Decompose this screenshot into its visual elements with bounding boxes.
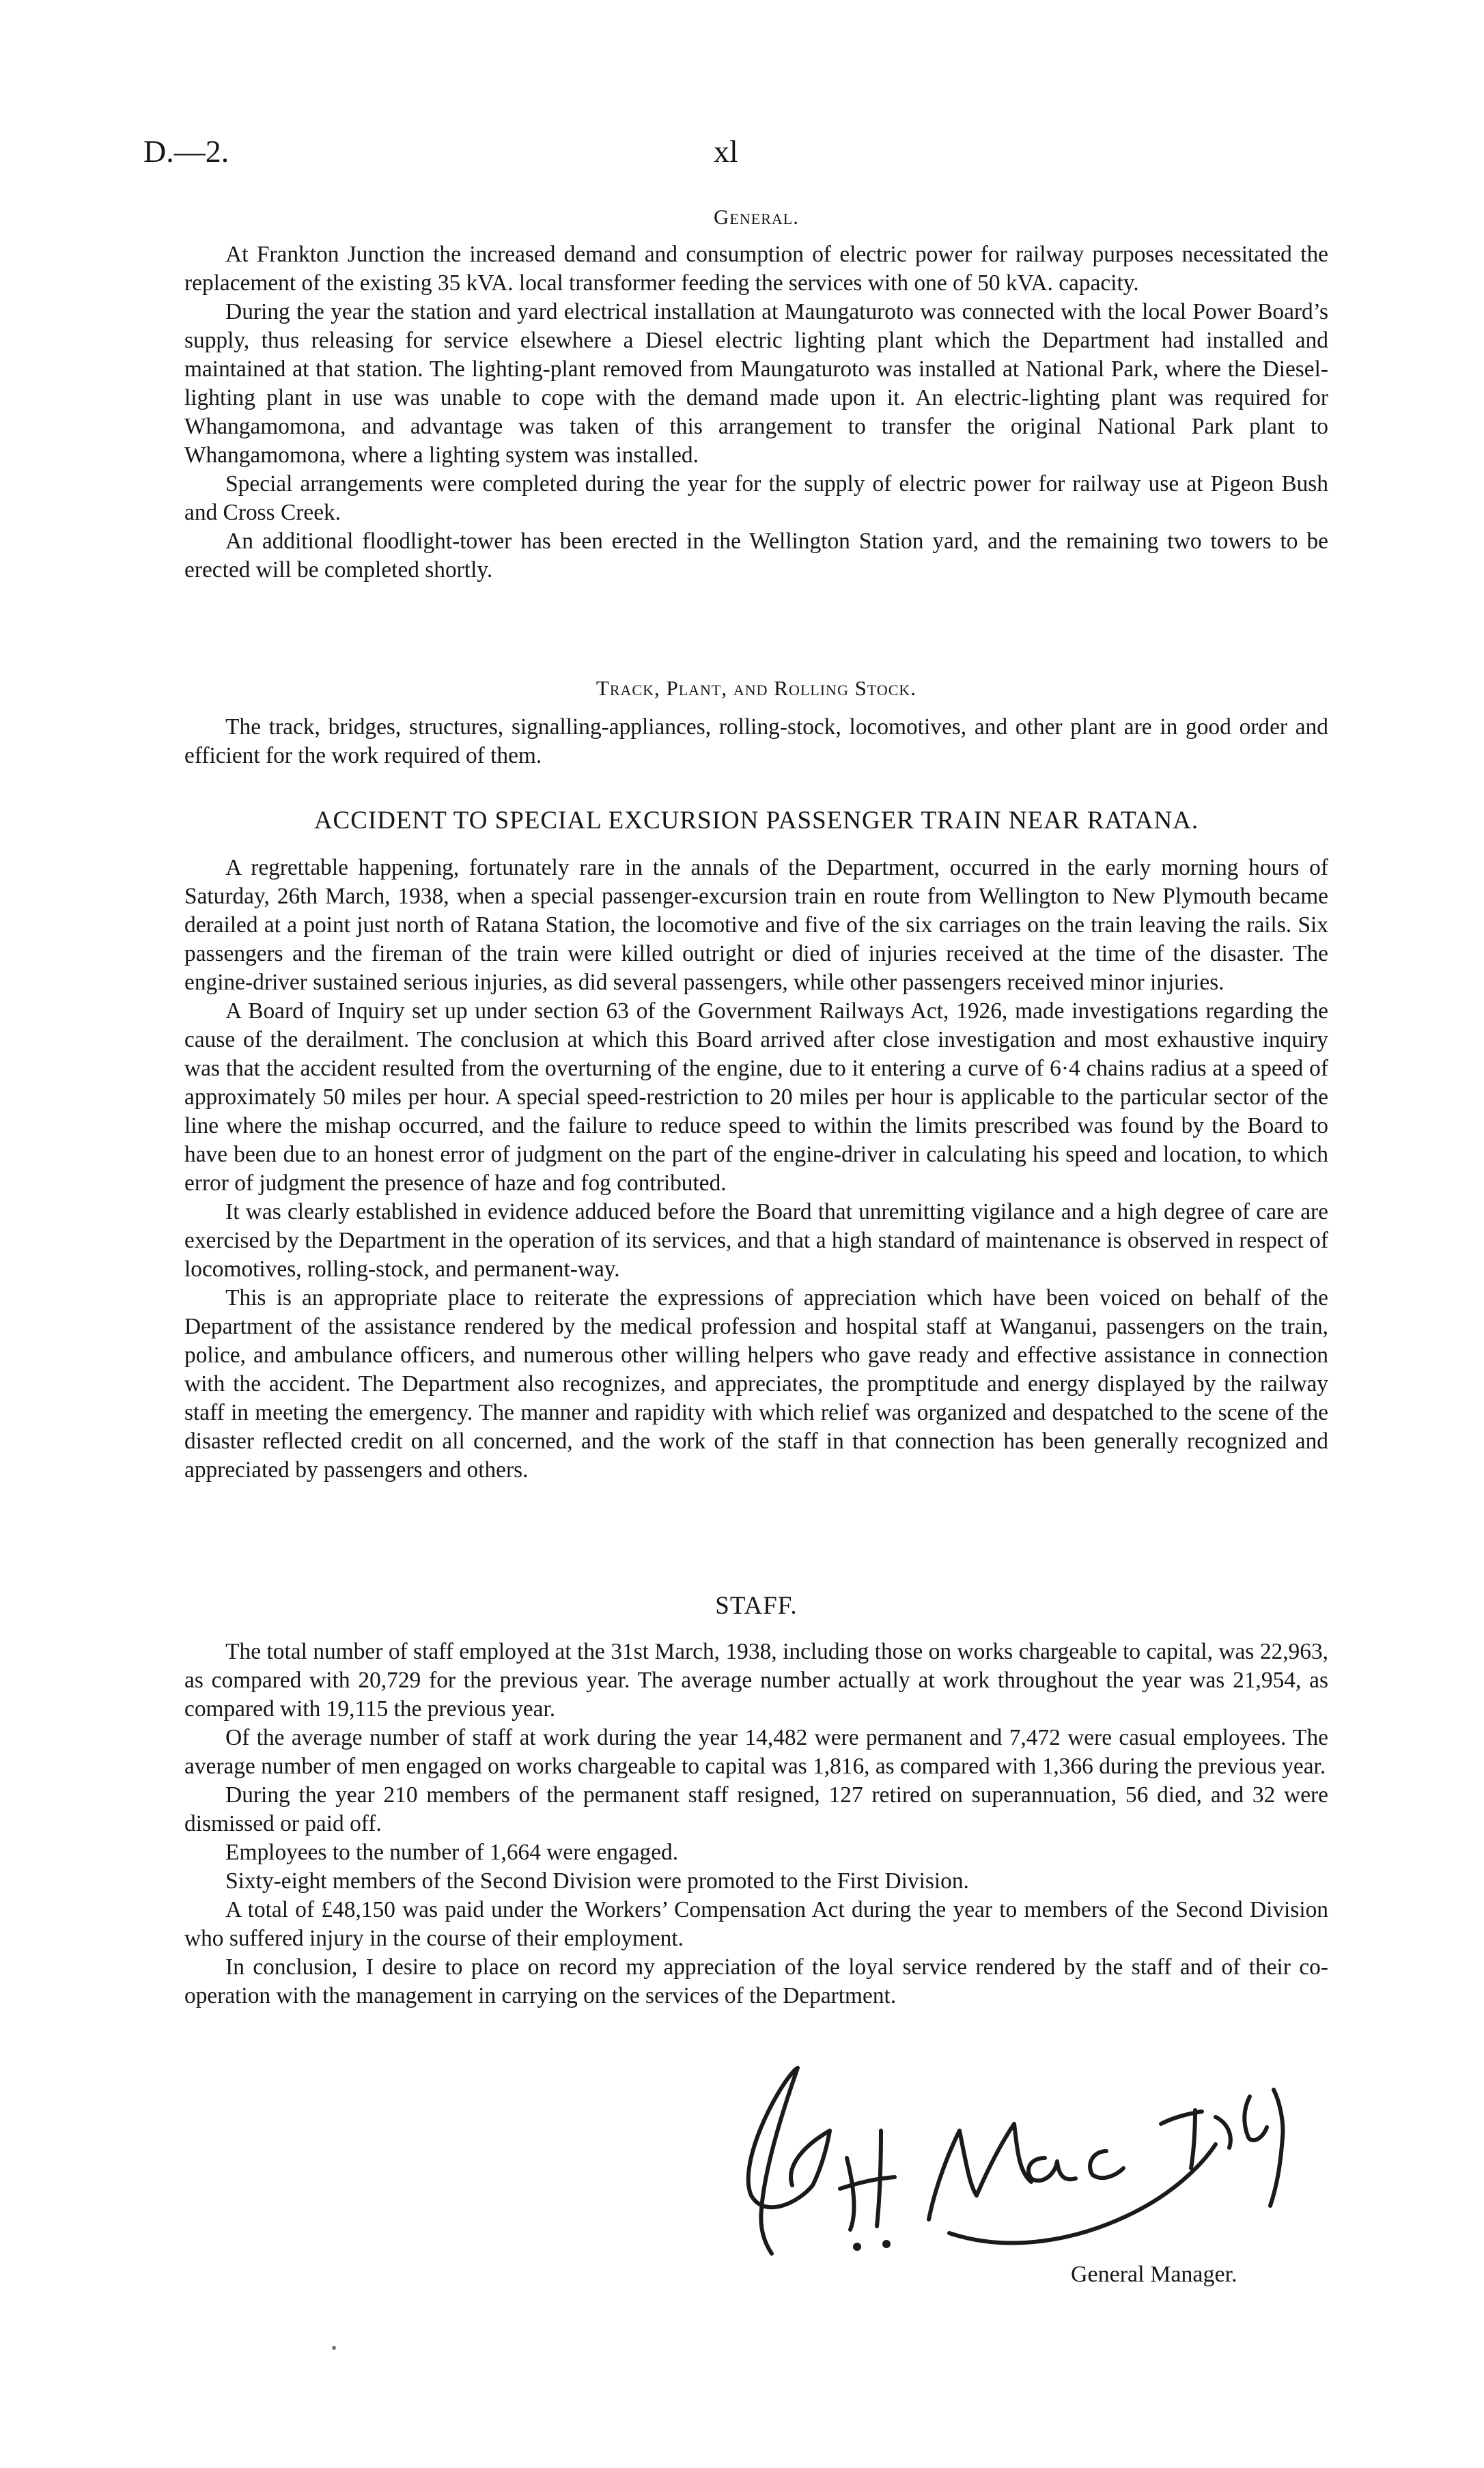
paragraph: During the year 210 members of the permanent staff resigned, 127 retired on superannuation, 56 died, and 32 were dismissed or paid off. — [184, 1782, 1328, 1836]
document-reference: D.—2. — [143, 134, 229, 169]
section-general — [184, 205, 1328, 585]
section-heading-general: General. — [714, 205, 799, 229]
paragraph: An additional floodlight-tower has been erected in the Wellington Station yard, and the remaining two towers to be erected will be completed shortly. — [184, 529, 1328, 583]
paragraph: A total of £48,150 was paid under the Workers’ Compensation Act during the year to members of the Second Division who suffered injury in the course of their employment. — [184, 1897, 1328, 1951]
paragraph: In conclusion, I desire to place on record my appreciation of the loyal service rendered by the staff and of their co-operation with the management in carrying on the services of the Department. — [184, 1954, 1328, 2008]
section-heading-track: Track, Plant, and Rolling Stock. — [596, 676, 917, 700]
paragraph: The total number of staff employed at the 31st March, 1938, including those on works chargeable to capital, was 22,963, as compared with 20,729 for the previous year. The average number actually at work throughout the year was 21,954, as compared with 19,115 the previous year. — [184, 1639, 1328, 1722]
paragraph: It was clearly established in evidence adduced before the Board that unremitting vigilance and a high degree of care are exercised by the Department in the operation of its services, and that a high standard of maintenance is observed in respect of locomotives, rolling-stock, and permanent-way. — [184, 1199, 1328, 1282]
section-heading-accident: ACCIDENT TO SPECIAL EXCURSION PASSENGER TRAIN NEAR RATANA. — [313, 807, 1199, 835]
section-accident — [184, 806, 1328, 1485]
paragraph: The track, bridges, structures, signalling-appliances, rolling-stock, locomotives, and other plant are in good order and efficient for the work required of them. — [184, 714, 1328, 768]
paragraph: A regrettable happening, fortunately rare in the annals of the Department, occurred in the early morning hours of Saturday, 26th March, 1938, when a special passenger-excursion train en route from Wellington to New Plymouth became derailed at a point just north of Ratana Station, the locomotive and five of the six carriages on the train leaving the rails. Six passengers and the fireman of the train were killed outright or died of injuries received at the time of the disaster. The engine-driver sustained serious injuries, as did several passengers, while other passengers received minor injuries. — [184, 855, 1328, 995]
paragraph: A Board of Inquiry set up under section 63 of the Government Railways Act, 1926, made investigations regarding the cause of the derailment. The conclusion at which this Board arrived after close investigation and most exhaustive inquiry was that the accident resulted from the overturning of the engine, due to it entering a curve of 6·4 chains radius at a speed of approximately 50 miles per hour. A special speed-restriction to 20 miles per hour is applicable to the particular sector of the line where the mishap occurred, and the failure to reduce speed to within the limits prescribed was found by the Board to have been due to an honest error of judgment on the part of the engine-driver in calculating his speed and location, to which error of judgment the presence of haze and fog contributed. — [184, 998, 1328, 1196]
paragraph: Special arrangements were completed during the year for the supply of electric power for railway use at Pigeon Bush and Cross Creek. — [184, 471, 1328, 525]
paper-speck — [332, 2346, 336, 2350]
paragraph: Employees to the number of 1,664 were engaged. — [225, 1840, 679, 1865]
signature-image — [724, 2049, 1325, 2274]
paragraph: During the year the station and yard electrical installation at Maungaturoto was connected with the local Power Board’s supply, thus releasing for service elsewhere a Diesel electric lighting plant which the Department had installed and maintained at that station. The lighting-plant removed from Maungaturoto was installed at National Park, where the Diesel-lighting plant in use was unable to cope with the demand made upon it. An electric-lighting plant was required for Whangamomona, and advantage was taken of this arrangement to transfer the original National Park plant to Whangamomona, where a lighting system was installed. — [184, 299, 1328, 468]
paragraph: At Frankton Junction the increased demand and consumption of electric power for railway purposes necessitated the replacement of the existing 35 kVA. local transformer feeding the services with one of 50 kVA. capacity. — [184, 242, 1328, 296]
paragraph: This is an appropriate place to reiterate the expressions of appreciation which have been voiced on behalf of the Department of the assistance rendered by the medical profession and hospital staff at Wanganui, passengers on the train, police, and ambulance officers, and numerous other willing helpers who gave ready and effective assistance in connection with the accident. The Department also recognizes, and appreciates, the promptitude and energy displayed by the railway staff in meeting the emergency. The manner and rapidity with which relief was organized and despatched to the scene of the disaster reflected credit on all concerned, and the work of the staff in that connection has been generally recognized and appreciated by passengers and others. — [184, 1285, 1328, 1483]
page-number: xl — [714, 134, 738, 169]
paragraph: Of the average number of staff at work during the year 14,482 were permanent and 7,472 were casual employees. The average number of men engaged on works chargeable to capital was 1,816, as compared with 1,366 during the previous year. — [184, 1725, 1328, 1779]
section-staff — [184, 1591, 1328, 2010]
section-heading-staff: STAFF. — [715, 1592, 798, 1620]
signatory-title: General Manager. — [1071, 2262, 1237, 2287]
section-track — [184, 676, 1328, 770]
paragraph: Sixty-eight members of the Second Division were promoted to the First Division. — [225, 1868, 969, 1894]
